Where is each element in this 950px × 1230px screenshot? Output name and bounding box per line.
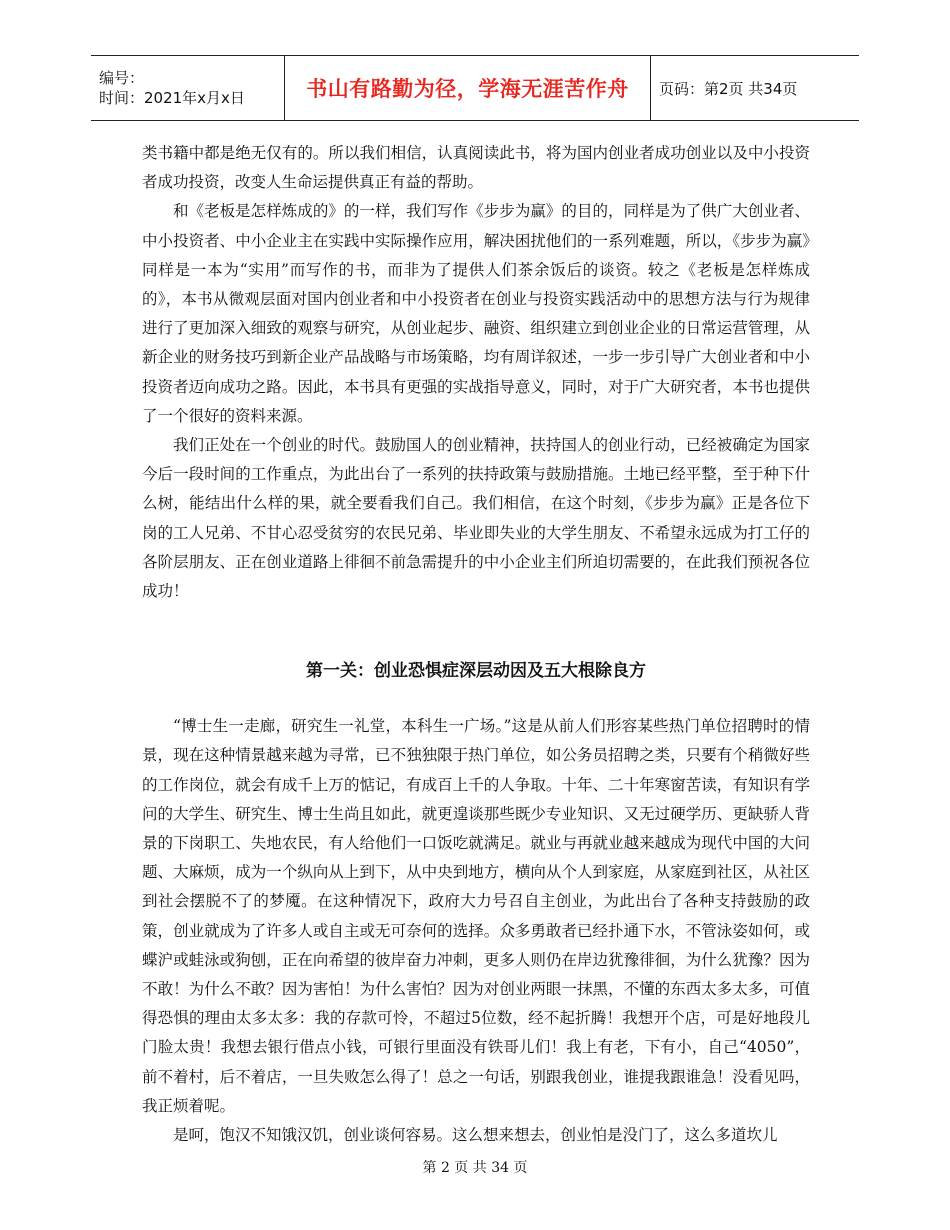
document-body	[142, 139, 810, 1150]
body-paragraph: “博士生一走廊，研究生一礼堂，本科生一广场。”这是从前人们形容某些热门单位招聘时的情景，现在这种情景越来越为寻常，已不独独限于热门单位，如公务员招聘之类，只要有个稍微好些的工作岗位，就会有成千上万的惦记，有成百上千的人争取。十年、二十年寒窗苦读，有知识有学问的大学生、研究生、博士生尚且如此，就更遑谈那些既少专业知识、又无过硬学历、更缺骄人背景的下岗职工、失地农民，有人给他们一口饭吃就满足。就业与再就业越来越成为现代中国的大问题、大麻烦，成为一个纵向从上到下，从中央到地方，横向从个人到家庭，从家庭到社区，从社区到社会摆脱不了的梦魇。在这种情况下，政府大力号召自主创业，为此出台了各种支持鼓励的政策，创业就成为了许多人或自主或无可奈何的选择。众多勇敢者已经扑通下水，不管泳姿如何，或蝶沪或蛙泳或狗刨，正在向希望的彼岸奋力冲刺，更多人则仍在岸边犹豫徘徊，为什么犹豫？因为不敢！为什么不敢？因为害怕！为什么害怕？因为对创业两眼一抹黑，不懂的东西太多太多，可值得恐惧的理由太多太多：我的存款可怜，不超过5位数，经不起折腾！我想开个店，可是好地段儿门脸太贵！我想去银行借点小钱，可银行里面没有铁哥儿们！我上有老，下有小，自己“4050”，前不着村，后不着店，一旦失败怎么得了！总之一句话，别跟我创业，谁提我跟谁急！没看见吗，我正烦着呢。	[142, 717, 810, 1115]
section-spacer	[142, 681, 810, 712]
section-spacer	[142, 606, 810, 656]
header-meta	[91, 56, 285, 121]
body-paragraph: 是呵，饱汉不知饿汉饥，创业谈何容易。这么想来想去，创业怕是没门了，这么多道坎儿	[173, 1126, 778, 1145]
document-date-label: 时间：2021年x月x日	[99, 89, 245, 107]
body-paragraph: 我们正处在一个创业的时代。鼓励国人的创业精神，扶持国人的创业行动，已经被确定为国家今后一段时间的工作重点，为此出台了一系列的扶持政策与鼓励措施。土地已经平整，至于种下什么树，能结出什么样的果，就全要看我们自己。我们相信，在这个时刻，《步步为赢》正是各位下岗的工人兄弟、不甘心忍受贫穷的农民兄弟、毕业即失业的大学生朋友、不希望永远成为打工仔的各阶层朋友、正在创业道路上徘徊不前急需提升的中小企业主们所迫切需要的，在此我们预祝各位成功！	[142, 436, 810, 601]
page-header	[91, 55, 859, 121]
header-motto: 书山有路勤为径，学海无涯苦作舟	[285, 56, 651, 121]
document-number-label: 编号：	[99, 69, 145, 87]
body-paragraph: 和《老板是怎样炼成的》的一样，我们写作《步步为赢》的目的，同样是为了供广大创业者、中小投资者、中小企业主在实践中实际操作应用，解决困扰他们的一系列难题，所以，《步步为赢》同样是一本为“实用”而写作的书，而非为了提供人们茶余饭后的谈资。较之《老板是怎样炼成的》，本书从微观层面对国内创业者和中小投资者在创业与投资实践活动中的思想方法与行为规律进行了更加深入细致的观察与研究，从创业起步、融资、组织建立到创业企业的日常运营管理，从新企业的财务技巧到新企业产品战略与市场策略，均有周详叙述，一步一步引导广大创业者和中小投资者迈向成功之路。因此，本书具有更强的实战指导意义，同时，对于广大研究者，本书也提供了一个很好的资料来源。	[142, 202, 810, 425]
header-page-info: 页码：第2页 共34页	[651, 56, 860, 121]
page-footer: 第 2 页 共 34 页	[422, 1160, 528, 1176]
body-paragraph: 类书籍中都是绝无仅有的。所以我们相信，认真阅读此书，将为国内创业者成功创业以及中小投资者成功投资，改变人生命运提供真正有益的帮助。	[142, 144, 810, 192]
chapter-title: 第一关：创业恐惧症深层动因及五大根除良方	[306, 661, 646, 682]
